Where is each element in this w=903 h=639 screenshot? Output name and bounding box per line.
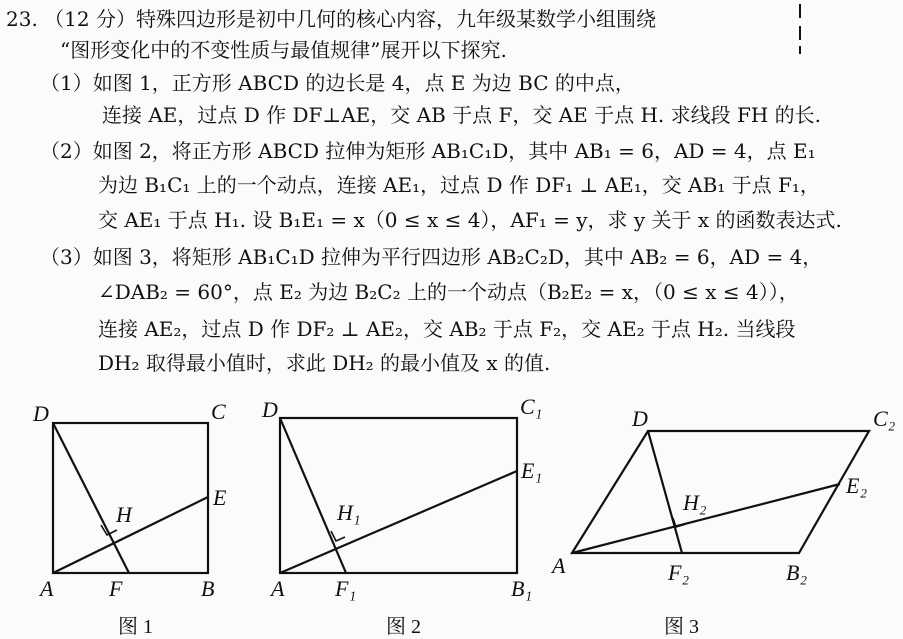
figure-3 [572,431,869,553]
parallelogram-ab2c2d [572,431,869,553]
fig2-label-f1: F₁ [335,576,357,601]
square-abcd [53,423,208,573]
fig1-label-h: H [116,502,132,527]
fig3-label-e2: E₂ [846,473,868,498]
fig1-label-f: F [109,576,123,601]
rectangle-ab1c1d [280,418,517,573]
fig3-label-f2: F₂ [668,560,690,585]
right-angle-mark [331,531,345,541]
fig1-label-b: B [201,576,215,601]
figure-1 [53,423,208,573]
fig3-label-d: D [632,406,648,431]
fig3-label-a: A [552,553,566,578]
fig2-label-h1: H₁ [337,500,361,525]
problem-line-9: ∠DAB₂ = 60°，点 E₂ 为边 B₂C₂ 上的一个动点（B₂E₂ = x，（0 ≤ x ≤ 4））， [98,280,799,304]
fig2-label-d: D [262,397,278,422]
segment-df1 [280,418,346,573]
problem-line-7: 交 AE₁ 于点 H₁. 设 B₁E₁ = x（0 ≤ x ≤ 4），AF₁ = y，求 y 关于 x 的函数表达式. [98,208,842,232]
problem-line-8: （3）如图 3，将矩形 AB₁C₁D 拉伸为平行四边形 AB₂C₂D，其中 AB₂ = 6，AD = 4， [40,245,823,269]
figure-2-labels [261,394,542,601]
segment-df [53,423,129,573]
figure-1-labels [32,399,227,601]
fig2-label-c1: C₁ [520,394,543,419]
segment-ae1 [280,471,517,573]
segment-df2 [648,431,682,553]
problem-line-5: （2）如图 2，将正方形 ABCD 拉伸为矩形 AB₁C₁D，其中 AB₁ = 6，AD = 4，点 E₁ [40,139,816,163]
fig1-label-e: E [213,485,227,510]
fig3-label-c2: C₂ [873,406,896,431]
figure-3-caption: 图 3 [664,616,699,638]
problem-line-3: （1）如图 1，正方形 ABCD 的边长是 4，点 E 为边 BC 的中点， [40,71,635,95]
problem-line-11: DH₂ 取得最小值时，求此 DH₂ 的最小值及 x 的值. [98,351,551,375]
fig2-label-b1: B₁ [511,576,533,601]
problem-line-4: 连接 AE，过点 D 作 DF⊥AE，交 AB 于点 F，交 AE 于点 H. 求线段 FH 的长. [102,103,822,127]
right-angle-mark [101,525,117,535]
figure-2-caption: 图 2 [386,616,421,638]
problem-line-1: 23. （12 分）特殊四边形是初中几何的核心内容，九年级某数学小组围绕 [6,7,656,31]
problem-line-2: “图形变化中的不变性质与最值规律”展开以下探究. [60,38,507,62]
figure-1-caption: 图 1 [118,616,153,638]
fig1-label-d: D [33,401,49,426]
figure-2 [280,418,517,573]
fig1-label-a: A [40,576,54,601]
figure-3-labels [550,406,896,585]
problem-line-10: 连接 AE₂，过点 D 作 DF₂ ⊥ AE₂，交 AB₂ 于点 F₂，交 AE₂ 于点 H₂. 当线段 [98,317,796,341]
problem-line-6: 为边 B₁C₁ 上的一个动点，连接 AE₁，过点 D 作 DF₁ ⊥ AE₁，交 AB₁ 于点 F₁， [98,173,820,197]
fig2-label-e1: E₁ [521,458,543,483]
fig3-label-h2: H₂ [683,490,707,515]
fig2-label-a: A [271,576,285,601]
fig3-label-b2: B₂ [786,560,808,585]
fig1-label-c: C [211,399,226,424]
right-angle-mark [673,518,686,527]
